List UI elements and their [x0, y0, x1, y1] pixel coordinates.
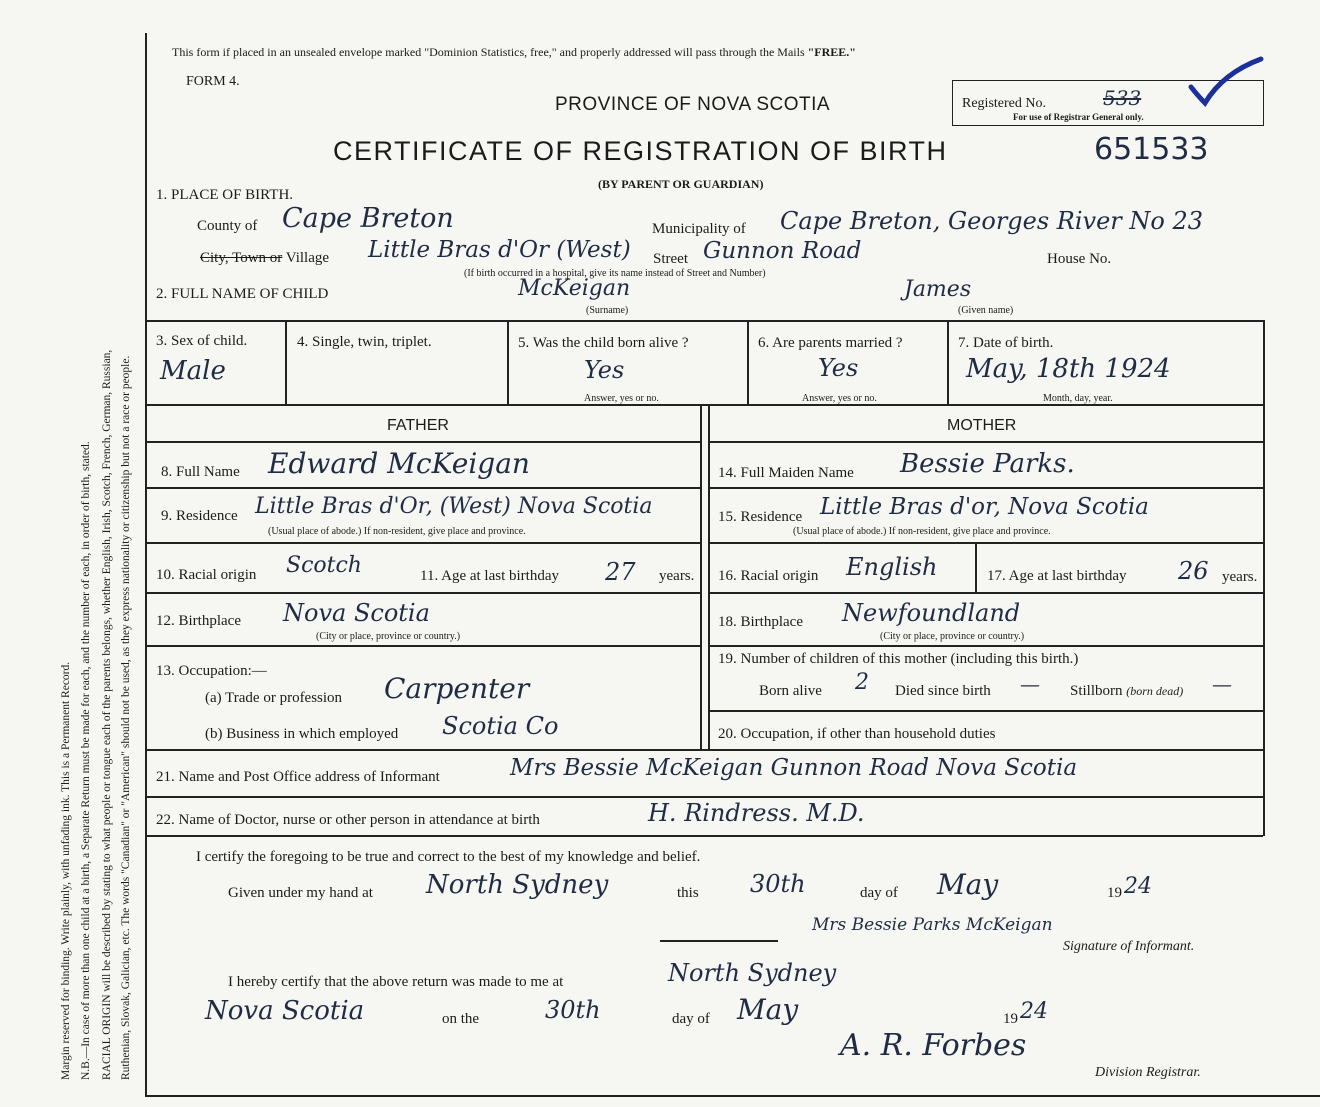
- given-month-value: May: [937, 868, 999, 901]
- child-name-label: 2. FULL NAME OF CHILD: [156, 286, 329, 302]
- form-number: FORM 4.: [186, 74, 240, 89]
- mother-age-value: 26: [1178, 557, 1209, 585]
- day-of-label: day of: [860, 885, 898, 901]
- mother-racial-value: English: [846, 553, 938, 581]
- year-prefix: 19: [1107, 885, 1122, 901]
- rule-certify-divider: [660, 940, 778, 942]
- father-name-value: Edward McKeigan: [268, 447, 530, 480]
- return-day-of-label: day of: [672, 1011, 710, 1027]
- given-year-value: 24: [1124, 874, 1152, 899]
- return-place-value: North Sydney: [668, 959, 837, 987]
- informant-signature: Mrs Bessie Parks McKeigan: [812, 915, 1053, 935]
- house-number-label: House No.: [1047, 251, 1112, 267]
- given-under-label: Given under my hand at: [228, 885, 373, 901]
- rule-father-4: [145, 592, 700, 594]
- child-surname-value: McKeigan: [518, 276, 631, 301]
- father-residence-note: (Usual place of abode.) If non-resident, give place and province.: [268, 526, 526, 537]
- mother-age-rule: [975, 542, 977, 592]
- mother-years-label: years.: [1222, 569, 1258, 585]
- informant-value: Mrs Bessie McKeigan Gunnon Road Nova Scotia: [510, 755, 1078, 781]
- died-since-birth-label: Died since birth: [895, 683, 991, 699]
- father-birthplace-value: Nova Scotia: [283, 599, 430, 627]
- registered-label: Registered No.: [962, 96, 1046, 111]
- margin-note-binding: Margin reserved for binding. Write plainly, with unfading ink. This is a Permanent Record.: [60, 661, 72, 1080]
- rule-mother-6: [708, 710, 1263, 712]
- return-place2-value: Nova Scotia: [205, 996, 365, 1026]
- mail-notice: This form if placed in an unsealed envelope marked "Dominion Statistics, free," and properly addressed will pass through the Mails "FREE.": [172, 45, 856, 59]
- rule-doctor: [145, 796, 1263, 798]
- return-year-value: 24: [1020, 999, 1048, 1024]
- mother-birthplace-label: 18. Birthplace: [718, 614, 803, 630]
- rule-mother-3: [708, 542, 1263, 544]
- mother-residence-label: 15. Residence: [718, 509, 803, 525]
- plurality-label: 4. Single, twin, triplet.: [297, 334, 432, 350]
- born-alive-value: Yes: [584, 356, 625, 384]
- father-occupation-label: 13. Occupation:—: [156, 663, 267, 679]
- given-day-value: 30th: [750, 870, 806, 898]
- certificate-number: 651533: [1094, 132, 1209, 167]
- col-rule-1: [285, 320, 287, 404]
- father-residence-value: Little Bras d'Or, (West) Nova Scotia: [255, 494, 653, 519]
- street-value: Gunnon Road: [703, 238, 862, 264]
- father-birthplace-note: (City or place, province or country.): [316, 631, 461, 642]
- rule-mother-1: [708, 441, 1263, 443]
- county-value: Cape Breton: [282, 203, 454, 234]
- rule-certify: [145, 835, 1263, 837]
- col-rule-2: [507, 320, 509, 404]
- mother-residence-value: Little Bras d'or, Nova Scotia: [820, 494, 1149, 520]
- father-age-value: 27: [605, 558, 636, 586]
- mother-occupation-label: 20. Occupation, if other than household duties: [718, 726, 996, 742]
- born-alive-count-label: Born alive: [759, 683, 822, 699]
- father-residence-label: 9. Residence: [161, 508, 238, 524]
- street-label: Street: [653, 251, 688, 267]
- municipality-label: Municipality of: [652, 221, 746, 237]
- rule-section-parents: [145, 404, 1263, 406]
- dob-label: 7. Date of birth.: [958, 335, 1054, 351]
- county-label: County of: [197, 218, 258, 234]
- center-rule-a: [700, 404, 702, 749]
- right-border: [1263, 320, 1265, 836]
- col-rule-4: [947, 320, 949, 404]
- dob-value: May, 18th 1924: [966, 354, 1171, 384]
- on-the-label: on the: [442, 1011, 480, 1027]
- center-rule-b: [708, 404, 710, 749]
- born-alive-count-value: 2: [855, 670, 869, 695]
- mother-residence-note: (Usual place of abode.) If non-resident, give place and province.: [793, 526, 1051, 537]
- father-birthplace-label: 12. Birthplace: [156, 613, 241, 629]
- business-label: (b) Business in which employed: [205, 726, 399, 742]
- given-name-note: (Given name): [958, 305, 1014, 316]
- father-years-label: years.: [659, 568, 695, 584]
- return-year-prefix: 19: [1003, 1011, 1018, 1027]
- rule-mother-2: [708, 487, 1263, 489]
- doctor-label: 22. Name of Doctor, nurse or other person in attendance at birth: [156, 812, 540, 828]
- rule-informant: [145, 749, 1263, 751]
- registrar-signature: A. R. Forbes: [840, 1028, 1027, 1063]
- given-place-value: North Sydney: [426, 870, 609, 900]
- rule-mother-4: [708, 592, 1263, 594]
- business-value: Scotia Co: [442, 712, 559, 740]
- return-day-value: 30th: [545, 996, 601, 1024]
- father-name-label: 8. Full Name: [161, 464, 240, 480]
- province-heading: PROVINCE OF NOVA SCOTIA: [555, 94, 831, 115]
- municipality-value: Cape Breton, Georges River No 23: [780, 207, 1204, 235]
- registrar-signature-label: Division Registrar.: [1095, 1065, 1201, 1080]
- registrar-use-note: For use of Registrar General only.: [1013, 112, 1144, 122]
- mother-children-label: 19. Number of children of this mother (including this birth.): [718, 651, 1079, 667]
- rule-father-2: [145, 487, 700, 489]
- sex-label: 3. Sex of child.: [156, 333, 248, 349]
- certificate-subtitle: (BY PARENT OR GUARDIAN): [598, 177, 764, 191]
- mother-racial-label: 16. Racial origin: [718, 568, 819, 584]
- rule-father-5: [145, 645, 700, 647]
- mother-name-value: Bessie Parks.: [900, 449, 1075, 479]
- return-month-value: May: [737, 993, 799, 1026]
- registered-value: 533: [1103, 86, 1142, 110]
- sex-value: Male: [160, 356, 226, 386]
- died-since-birth-value: —: [1020, 672, 1040, 696]
- parents-married-label: 6. Are parents married ?: [758, 335, 903, 351]
- mother-heading: MOTHER: [947, 417, 1017, 434]
- margin-note-multiple-births: N.B.—In case of more than one child at a birth, a Separate Return must be made for each, and the number of each, in order of birth, stated.: [80, 441, 92, 1080]
- mother-name-label: 14. Full Maiden Name: [718, 465, 854, 481]
- rule-father-1: [145, 441, 700, 443]
- stillborn-value: —: [1212, 672, 1232, 696]
- margin-note-racial-origin: RACIAL ORIGIN will be described by stating to what people or tongue each of the parents belongs, whether English, Irish, Scotch, French, German, Russian,: [101, 349, 113, 1080]
- village-type-label: City, Town or Village: [200, 250, 330, 266]
- informant-label: 21. Name and Post Office address of Informant: [156, 769, 440, 785]
- margin-note-racial-origin-2: Ruthenian, Slovak, Galician, etc. The words "Canadian" or "American" should not be used, as they express nationality or citizenship but not a race or people.: [120, 355, 132, 1080]
- father-racial-value: Scotch: [286, 553, 362, 578]
- trade-label: (a) Trade or profession: [205, 690, 343, 706]
- informant-signature-label: Signature of Informant.: [1063, 939, 1195, 954]
- born-alive-label: 5. Was the child born alive ?: [518, 335, 689, 351]
- certify-statement: I certify the foregoing to be true and correct to the best of my knowledge and belief.: [196, 849, 701, 865]
- parents-married-value: Yes: [818, 354, 859, 382]
- stillborn-label: Stillborn (born dead): [1070, 683, 1184, 699]
- col-rule-3: [747, 320, 749, 404]
- father-heading: FATHER: [387, 417, 449, 434]
- this-label: this: [677, 885, 699, 901]
- place-of-birth-label: 1. PLACE OF BIRTH.: [156, 187, 294, 203]
- father-racial-label: 10. Racial origin: [156, 567, 257, 583]
- mother-age-label: 17. Age at last birthday: [987, 568, 1127, 584]
- parents-married-note: Answer, yes or no.: [802, 393, 877, 404]
- born-alive-note: Answer, yes or no.: [584, 393, 659, 404]
- hospital-note: (If birth occurred in a hospital, give its name instead of Street and Number): [464, 268, 766, 279]
- dob-note: Month, day, year.: [1043, 393, 1113, 404]
- rule-mother-5: [708, 645, 1263, 647]
- child-given-value: James: [904, 277, 972, 302]
- rule-section-child: [145, 320, 1263, 322]
- trade-value: Carpenter: [384, 672, 530, 705]
- surname-note: (Surname): [586, 305, 629, 316]
- mother-birthplace-note: (City or place, province or country.): [880, 631, 1025, 642]
- certificate-title: CERTIFICATE OF REGISTRATION OF BIRTH: [333, 136, 948, 166]
- rule-father-3: [145, 542, 700, 544]
- return-statement: I hereby certify that the above return was made to me at: [228, 974, 564, 990]
- village-value: Little Bras d'Or (West): [368, 237, 631, 263]
- doctor-value: H. Rindress. M.D.: [648, 799, 865, 827]
- father-age-label: 11. Age at last birthday: [420, 568, 559, 584]
- mother-birthplace-value: Newfoundland: [842, 599, 1021, 627]
